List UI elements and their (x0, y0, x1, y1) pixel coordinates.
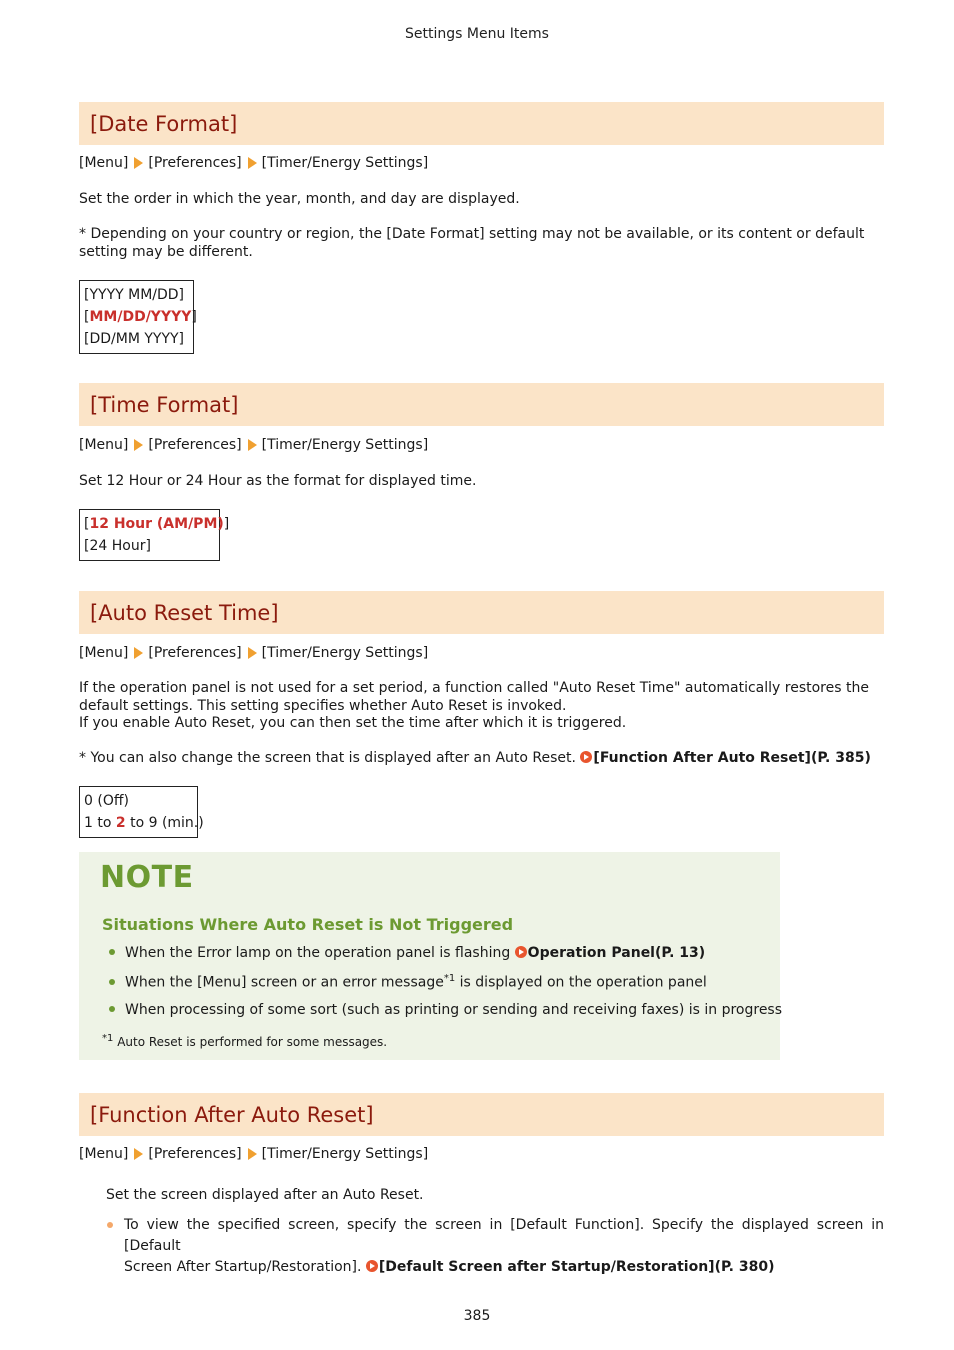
bracket-close: ] (191, 309, 197, 325)
breadcrumb-timer-energy: [Timer/Energy Settings] (261, 155, 429, 171)
section-title-function-after-auto-reset: [Function After Auto Reset] (79, 1093, 884, 1136)
range-end: to 9 (min.) (125, 815, 204, 831)
page-number: 385 (463, 1308, 491, 1324)
link-arrow-icon[interactable] (366, 1260, 378, 1272)
arrow-right-icon (248, 647, 257, 659)
description-line: If you enable Auto Reset, you can then set the time after which it is triggered. (79, 715, 627, 731)
date-format-description: Set the order in which the year, month, and day are displayed. (79, 191, 520, 207)
arrow-right-icon (134, 439, 143, 451)
link-arrow-icon[interactable] (580, 751, 592, 763)
section-title-time-format: [Time Format] (79, 383, 884, 426)
arrow-right-icon (248, 1148, 257, 1160)
bullet-icon (109, 979, 115, 985)
arrow-right-icon (134, 1148, 143, 1160)
arrow-right-icon (134, 157, 143, 169)
bracket-open: [ (84, 309, 90, 325)
auto-reset-options (79, 786, 204, 838)
option-12-hour (84, 513, 230, 535)
breadcrumb-timer-energy: [Timer/Energy Settings] (261, 1146, 429, 1162)
breadcrumb-timer-energy: [Timer/Energy Settings] (261, 437, 429, 453)
breadcrumb-preferences: [Preferences] (148, 155, 242, 171)
note-title: NOTE (100, 860, 194, 895)
time-format-description: Set 12 Hour or 24 Hour as the format for displayed time. (79, 473, 477, 489)
breadcrumb (79, 155, 428, 171)
option-mmddyyyy (84, 306, 197, 328)
list-item (109, 945, 705, 961)
footnote-ref: *1 (443, 973, 456, 984)
bullet-text (124, 1257, 884, 1278)
breadcrumb (79, 437, 428, 453)
list-item (109, 973, 707, 991)
option-ddmm-yyyy: [DD/MM YYYY] (84, 331, 185, 347)
breadcrumb (79, 645, 428, 661)
breadcrumb-menu: [Menu] (79, 645, 129, 661)
operation-panel-link[interactable]: Operation Panel(P. 13) (527, 945, 706, 961)
breadcrumb-menu: [Menu] (79, 1146, 129, 1162)
bullet-icon (109, 949, 115, 955)
auto-reset-note (79, 750, 884, 768)
date-format-options (79, 280, 197, 354)
breadcrumb-timer-energy: [Timer/Energy Settings] (261, 645, 429, 661)
arrow-right-icon (134, 647, 143, 659)
breadcrumb-preferences: [Preferences] (148, 645, 242, 661)
default-value: 2 (115, 815, 126, 831)
auto-reset-description (79, 680, 884, 733)
footnote-text: Auto Reset is performed for some messages. (113, 1035, 388, 1049)
footnote (102, 1033, 387, 1049)
date-format-note: * Depending on your country or region, the [Date Format] setting may not be available, or its content or default setting may be different. (79, 226, 865, 260)
bullet-text: To view the specified screen, specify the screen in [Default Function]. Specify the displayed screen in [Default (124, 1217, 884, 1254)
item-text: When processing of some sort (such as printing or sending and receiving faxes) is in progress (125, 1002, 783, 1018)
description-line: If the operation panel is not used for a set period, a function called "Auto Reset Time" automatically restores the (79, 680, 869, 696)
bullet-text-line: Screen After Startup/Restoration]. (124, 1259, 366, 1275)
function-after-bullet (107, 1215, 884, 1278)
option-yyyy-mmdd: [YYYY MM/DD] (84, 287, 185, 303)
running-header: Settings Menu Items (405, 26, 549, 42)
default-value: MM/DD/YYYY (89, 309, 192, 325)
function-after-auto-reset-link[interactable]: [Function After Auto Reset](P. 385) (593, 750, 871, 766)
description-line: default settings. This setting specifies whether Auto Reset is invoked. (79, 697, 567, 714)
note-subtitle: Situations Where Auto Reset is Not Triggered (102, 915, 514, 934)
footnote-mark: *1 (102, 1033, 114, 1044)
list-item (109, 1002, 782, 1018)
bullet-icon (107, 1222, 113, 1228)
option-off: 0 (Off) (84, 793, 129, 809)
item-text: is displayed on the operation panel (455, 974, 707, 991)
option-24-hour: [24 Hour] (84, 538, 151, 554)
breadcrumb (79, 1146, 428, 1162)
function-after-description: Set the screen displayed after an Auto Reset. (106, 1187, 424, 1203)
default-screen-link[interactable]: [Default Screen after Startup/Restoration](P. 380) (378, 1259, 775, 1275)
bracket-close: ] (223, 516, 230, 532)
time-format-options (79, 509, 230, 561)
bullet-icon (109, 1006, 115, 1012)
section-title-auto-reset-time: [Auto Reset Time] (79, 591, 884, 634)
item-text: When the Error lamp on the operation panel is flashing (125, 945, 515, 961)
option-range (84, 812, 204, 834)
breadcrumb-preferences: [Preferences] (148, 437, 242, 453)
breadcrumb-menu: [Menu] (79, 155, 129, 171)
section-title-date-format: [Date Format] (79, 102, 884, 145)
link-arrow-icon[interactable] (515, 946, 527, 958)
note-text: * You can also change the screen that is displayed after an Auto Reset. (79, 750, 581, 766)
range-start: 1 to (84, 815, 116, 831)
default-value: 12 Hour (AM/PM) (89, 516, 224, 532)
breadcrumb-menu: [Menu] (79, 437, 129, 453)
breadcrumb-preferences: [Preferences] (148, 1146, 242, 1162)
arrow-right-icon (248, 157, 257, 169)
note-box (79, 852, 783, 1060)
bracket-open: [ (84, 516, 90, 532)
arrow-right-icon (248, 439, 257, 451)
item-text: When the [Menu] screen or an error message (125, 974, 444, 991)
